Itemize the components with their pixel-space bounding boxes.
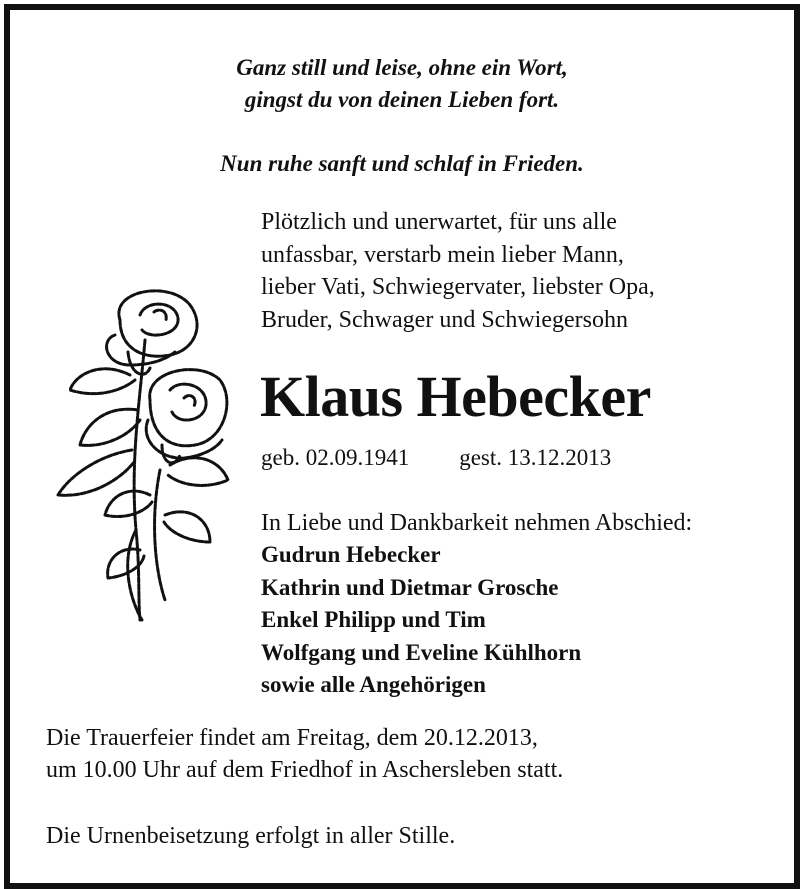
mourner-item: Enkel Philipp und Tim bbox=[261, 607, 486, 632]
death-date: gest. 13.12.2013 bbox=[459, 445, 612, 470]
intro-text bbox=[261, 206, 781, 336]
mourners-list bbox=[261, 539, 581, 702]
urn-info: Die Urnenbeisetzung erfolgt in aller Stille. bbox=[46, 823, 456, 849]
mourner-item: Gudrun Hebecker bbox=[261, 542, 441, 567]
birth-date: geb. 02.09.1941 bbox=[261, 445, 410, 470]
intro-line-1: Plötzlich und unerwartet, für uns alle bbox=[261, 209, 617, 235]
verse-line-1: Ganz still und leise, ohne ein Wort, bbox=[236, 55, 568, 80]
mourner-item: Wolfgang und Eveline Kühlhorn bbox=[261, 639, 582, 665]
verse-line-3: Nun ruhe sanft und schlaf in Frieden. bbox=[220, 151, 584, 176]
obituary-frame bbox=[4, 4, 800, 889]
mourner-item: sowie alle Angehörigen bbox=[261, 672, 486, 697]
rose-icon bbox=[50, 280, 240, 630]
life-dates bbox=[261, 442, 611, 474]
verse-line-2: gingst du von deinen Lieben fort. bbox=[244, 87, 560, 112]
funeral-line-2: um 10.00 Uhr auf dem Friedhof in Aschersleben statt. bbox=[46, 757, 564, 783]
intro-line-3: lieber Vati, Schwiegervater, liebster Opa, bbox=[261, 274, 655, 300]
funeral-info bbox=[46, 722, 563, 786]
deceased-name: Klaus Hebecker bbox=[260, 364, 651, 429]
verse bbox=[10, 52, 794, 116]
intro-line-2: unfassbar, verstarb mein lieber Mann, bbox=[261, 241, 624, 268]
farewell-line: In Liebe und Dankbarkeit nehmen Abschied: bbox=[261, 510, 693, 536]
intro-line-4: Bruder, Schwager und Schwiegersohn bbox=[261, 306, 628, 333]
mourner-item: Kathrin und Dietmar Grosche bbox=[261, 574, 559, 600]
funeral-line-1: Die Trauerfeier findet am Freitag, dem 20.12.2013, bbox=[46, 725, 538, 751]
verse-closing bbox=[10, 148, 794, 180]
